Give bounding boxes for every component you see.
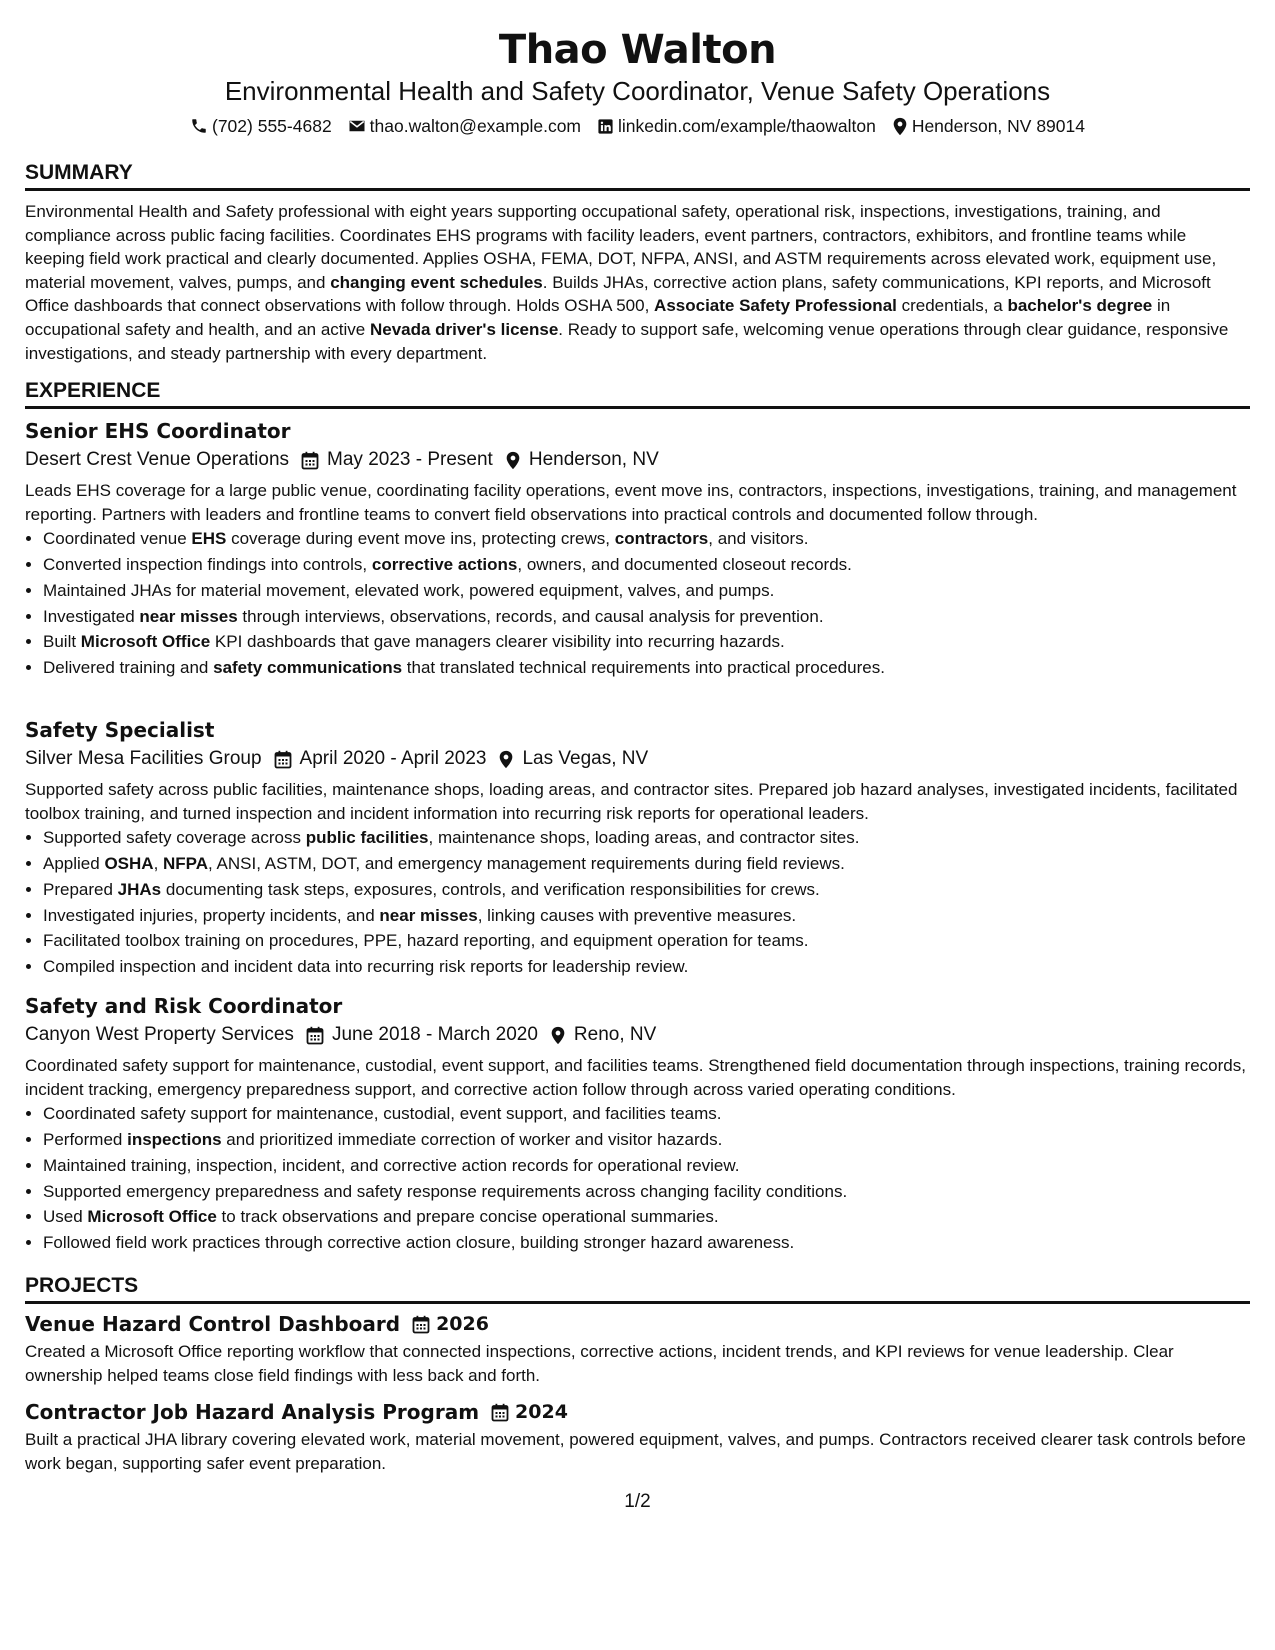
project-description: Built a practical JHA library covering elevated work, material movement, powered equipment, valves, and pumps. Contractors received clearer task controls before work began, supporting safer event preparation.	[25, 1430, 1246, 1473]
bullet-item: • Followed field work practices through corrective action closure, building stronger hazard awareness.	[43, 1230, 1250, 1256]
job-bullets	[25, 825, 1250, 980]
bullet-item: • Investigated injuries, property incidents, and near misses, linking causes with preventive measures.	[43, 903, 1250, 929]
project-year: 2026	[436, 1313, 489, 1335]
job-title: Safety Specialist	[25, 718, 215, 742]
project-title: Contractor Job Hazard Analysis Program	[25, 1400, 480, 1424]
job-dates: April 2020 - April 2023	[299, 748, 487, 769]
calendar-icon	[274, 750, 292, 769]
projects-section	[25, 1273, 1250, 1304]
job-company: Desert Crest Venue Operations	[25, 449, 290, 470]
project-heading	[25, 1311, 1250, 1337]
experience-section	[25, 378, 1250, 409]
bullet-item: • Supported emergency preparedness and safety response requirements across changing facility conditions.	[43, 1179, 1250, 1205]
contact-location	[892, 116, 1085, 137]
bullet-item: • Maintained training, inspection, incident, and corrective action records for operational review.	[43, 1153, 1250, 1179]
contact-email[interactable]	[348, 116, 581, 137]
bullet-item: • Used Microsoft Office to track observations and prepare concise operational summaries.	[43, 1204, 1250, 1230]
job-entry	[25, 993, 1250, 1256]
contact-phone[interactable]	[190, 116, 332, 137]
linkedin-icon	[597, 118, 614, 135]
project-entry	[25, 1399, 1250, 1475]
calendar-icon	[412, 1315, 430, 1334]
bullet-item: • Compiled inspection and incident data into recurring risk reports for leadership review.	[43, 954, 1250, 980]
project-description: Created a Microsoft Office reporting workflow that connected inspections, corrective actions, incident trends, and KPI reviews for venue leadership. Clear ownership helped teams close field findings with less back and forth.	[25, 1342, 1174, 1385]
job-description: Coordinated safety support for maintenance, custodial, event support, and facilities teams. Strengthened field documentation through inspections, training records, incident tracking, emergency preparedness support, and corrective action follow through across varied operating conditions.	[25, 1056, 1246, 1099]
map-pin-icon	[505, 451, 521, 470]
project-year: 2024	[515, 1401, 568, 1423]
candidate-role: Environmental Health and Safety Coordinator, Venue Safety Operations	[224, 76, 1051, 106]
summary-section	[25, 160, 1250, 365]
job-dates: June 2018 - March 2020	[331, 1024, 538, 1045]
map-pin-icon	[550, 1026, 566, 1045]
resume-header	[25, 28, 1250, 138]
contact-bar	[25, 114, 1250, 138]
bullet-item: • Converted inspection findings into controls, corrective actions, owners, and documented closeout records.	[43, 552, 1250, 578]
job-dates: May 2023 - Present	[327, 449, 493, 470]
section-title: SUMMARY	[25, 160, 1250, 191]
bullet-item: • Applied OSHA, NFPA, ANSI, ASTM, DOT, and emergency management requirements during field reviews.	[43, 851, 1250, 877]
project-heading	[25, 1399, 1250, 1425]
job-entry	[25, 717, 1250, 980]
bullet-item: • Coordinated venue EHS coverage during event move ins, protecting crews, contractors, and visitors.	[43, 526, 1250, 552]
phone-icon	[190, 117, 208, 135]
bullet-item: • Facilitated toolbox training on procedures, PPE, hazard reporting, and equipment operation for teams.	[43, 928, 1250, 954]
map-pin-icon	[892, 117, 908, 136]
contact-linkedin[interactable]	[597, 116, 876, 137]
bullet-item: • Performed inspections and prioritized immediate correction of worker and visitor hazards.	[43, 1127, 1250, 1153]
job-location: Las Vegas, NV	[522, 748, 649, 769]
job-title: Senior EHS Coordinator	[25, 419, 291, 443]
job-location: Henderson, NV	[528, 449, 659, 470]
job-bullets	[25, 526, 1250, 681]
bullet-item: • Maintained JHAs for material movement, elevated work, powered equipment, valves, and pumps.	[43, 578, 1250, 604]
bullet-item: • Prepared JHAs documenting task steps, exposures, controls, and verification responsibilities for crews.	[43, 877, 1250, 903]
job-meta	[25, 1021, 1250, 1049]
job-company: Canyon West Property Services	[25, 1024, 294, 1045]
bullet-item: • Investigated near misses through interviews, observations, records, and causal analysis for prevention.	[43, 604, 1250, 630]
summary-text: Environmental Health and Safety professional with eight years supporting occupational safety, operational risk, inspections, investigations, training, and compliance across public facing facilities. Coordinates EHS programs with facility leaders, event partners, contractors, exhibitors, and frontline teams while keeping field work practical and clearly documented. Applies OSHA, FEMA, DOT, NFPA, ANSI, and ASTM requirements across elevated work, equipment use, material movement, valves, pumps, and changing event schedules. Builds JHAs, corrective action plans, safety communications, KPI reports, and Microsoft Office dashboards that connect observations with follow through. Holds OSHA 500, Associate Safety Professional credentials, a bachelor's degree in occupational safety and health, and an active Nevada driver's license. Ready to support safe, welcoming venue operations through clear guidance, responsive investigations, and steady partnership with every department.	[25, 202, 1229, 363]
job-title: Safety and Risk Coordinator	[25, 994, 343, 1018]
job-meta	[25, 446, 1250, 474]
location-text: Henderson, NV 89014	[911, 115, 1085, 136]
envelope-icon	[348, 117, 366, 135]
phone-text: (702) 555-4682	[212, 115, 332, 136]
calendar-icon	[301, 451, 319, 470]
bullet-item: • Coordinated safety support for maintenance, custodial, event support, and facilities teams.	[43, 1101, 1250, 1127]
job-meta	[25, 745, 1250, 773]
candidate-name: Thao Walton	[498, 27, 777, 73]
job-description: Supported safety across public facilities, maintenance shops, loading areas, and contractor sites. Prepared job hazard analyses, investigated incidents, facilitated toolbox training, and turned inspection and incident information into recurring risk reports for operational leaders.	[25, 780, 1238, 823]
bullet-item: • Built Microsoft Office KPI dashboards that gave managers clearer visibility into recurring hazards.	[43, 629, 1250, 655]
section-title: PROJECTS	[25, 1273, 1250, 1304]
page-number: 1/2	[624, 1491, 651, 1512]
job-entry	[25, 418, 1250, 681]
linkedin-text: linkedin.com/example/thaowalton	[618, 115, 876, 136]
bullet-item: • Supported safety coverage across public facilities, maintenance shops, loading areas, and contractor sites.	[43, 825, 1250, 851]
bullet-item: • Delivered training and safety communications that translated technical requirements into practical procedures.	[43, 655, 1250, 681]
project-entry	[25, 1311, 1250, 1387]
project-title: Venue Hazard Control Dashboard	[25, 1312, 401, 1336]
calendar-icon	[306, 1026, 324, 1045]
map-pin-icon	[498, 750, 514, 769]
section-title: EXPERIENCE	[25, 378, 1250, 409]
job-company: Silver Mesa Facilities Group	[25, 748, 262, 769]
email-text: thao.walton@example.com	[369, 115, 582, 136]
job-bullets	[25, 1101, 1250, 1256]
job-description: Leads EHS coverage for a large public venue, coordinating facility operations, event move ins, contractors, inspections, investigations, training, and management reporting. Partners with leaders and frontline teams to convert field observations into practical controls and documented follow through.	[25, 481, 1237, 524]
calendar-icon	[491, 1403, 509, 1422]
job-location: Reno, NV	[573, 1024, 657, 1045]
